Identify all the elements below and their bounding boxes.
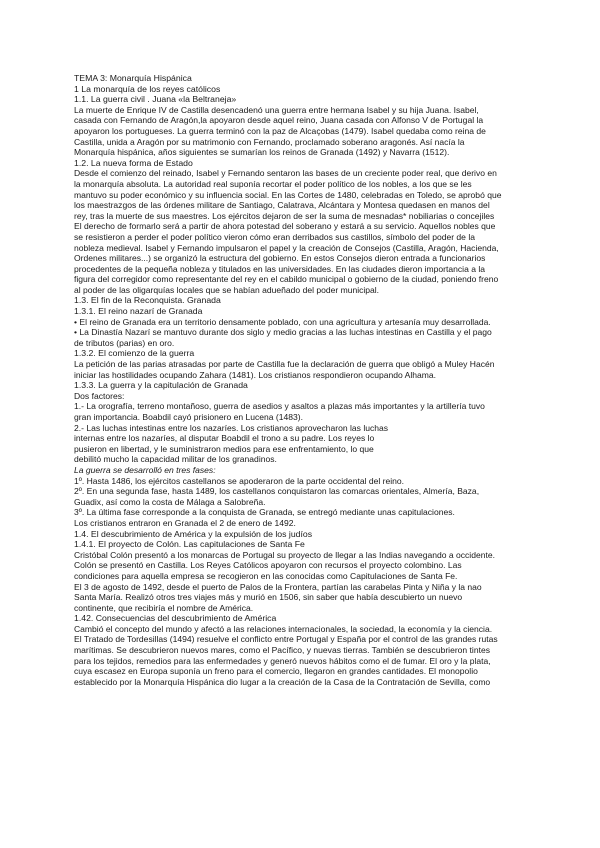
text-line: internas entre los nazaríes, al disputar Boabdil el trono a su padre. Los reyes lo: [74, 433, 375, 444]
text-line: apoyaron los portugueses. La guerra terminó con la paz de Alcaçobas (1479). Isabel quedaba como reina de: [74, 125, 486, 136]
text-line: se resistieron a perder el poder político vieron cómo eran derribados sus castillos, símbolo del poder de la: [74, 231, 475, 242]
text-line: Los cristianos entraron en Granada el 2 de enero de 1492.: [74, 517, 296, 528]
text-line: 1º. Hasta 1486, los ejércitos castellanos se apoderaron de la parte occidental del reino.: [74, 475, 405, 486]
text-line: nobleza medieval. Isabel y Fernando impulsaron el papel y la creación de Consejos (Castilla, Aragón, Hacienda,: [74, 242, 499, 253]
text-line: El derecho de formarlo será a partir de ahora potestad del soberano y estará a su servicio. Aquellos nobles que: [74, 221, 496, 232]
text-line: La petición de las parias atrasadas por parte de Castilla fue la declaración de guerra que obligó a Muley Hacén: [74, 359, 495, 370]
text-line: debilitó mucho la capacidad militar de los granadinos.: [74, 454, 277, 465]
section-heading: 1.3.3. La guerra y la capitulación de Granada: [74, 380, 248, 391]
text-line: al poder de las oligarquías locales que se habían adueñado del poder municipal.: [74, 284, 380, 295]
text-line: El 3 de agosto de 1492, desde el puerto de Palos de la Frontera, partían las carabelas Pinta y Niña y la nao: [74, 581, 482, 592]
section-heading: 1.3.1. El reino nazarí de Granada: [74, 306, 203, 317]
text-line: continente, que recibiría el nombre de América.: [74, 602, 254, 613]
text-line: cuya escasez en Europa suponía un freno para el comercio, llegaron en grandes cantidades. El monopolio: [74, 666, 478, 677]
text-line: la monarquía absoluta. La autoridad real suponía recortar el poder político de los nobles, a los que se les: [74, 178, 472, 189]
text-line: los maestrazgos de las órdenes militare de Santiago, Calatrava, Alcántara y Montesa quedasen en manos del: [74, 200, 490, 211]
text-line: El Tratado de Tordesillas (1494) resuelve el conflicto entre Portugal y España por el control de las grandes rutas: [74, 634, 498, 645]
text-line: establecido por la Monarquía Hispánica dio lugar a la creación de la Casa de la Contratación de Sevilla, como: [74, 676, 491, 687]
text-line: Castilla, unida a Aragón por su matrimonio con Fernando, proclamado soberano aragonés. Así nacía la: [74, 136, 465, 147]
text-line: figura del corregidor como representante del rey en el cabildo municipal o gobierno de la ciudad, poniendo freno: [74, 274, 499, 285]
text-line: rey, tras la muerte de sus maestres. Los ejércitos dejaron de ser la suma de mesnadas* nobiliarias o concejiles: [74, 210, 495, 221]
italic-text-line: La guerra se desarrolló en tres fases:: [74, 464, 216, 475]
text-line: Desde el comienzo del reinado, Isabel y Fernando sentaron las bases de un creciente poder real, que derivo en: [74, 168, 497, 179]
text-line: para los tejidos, remedios para las enfermedades y generó nuevos hábitos como el de fumar. El oro y la plata,: [74, 655, 491, 666]
text-line: Santa María. Realizó otros tres viajes más y murió en 1506, sin saber que había descubierto un nuevo: [74, 592, 463, 603]
document-body: [74, 73, 530, 687]
text-line: Cristóbal Colón presentó a los monarcas de Portugal su proyecto de llegar a las Indias navegando a occidente.: [74, 549, 495, 560]
text-line: de tributos (parias) en oro.: [74, 337, 175, 348]
text-line: mantuvo su poder económico y su influencia social. En las Cortes de 1480, celebradas en Toledo, se aprobó que: [74, 189, 502, 200]
text-line: Monarquía hispánica, años siguientes se sumarían los reinos de Granada (1492) y Navarra (1512).: [74, 147, 450, 158]
text-line: Colón se presentó en Castilla. Los Reyes Católicos apoyaron con recursos el proyecto colombino. Las: [74, 560, 462, 571]
text-line: 2.- Las luchas intestinas entre los nazaríes. Los cristianos aprovecharon las luchas: [74, 422, 389, 433]
section-heading: 1.42. Consecuencias del descubrimiento de América: [74, 613, 277, 624]
text-line: procedentes de la pequeña nobleza y titulados en las universidades. En las ciudades dieron importancia a la: [74, 263, 485, 274]
text-line: gran importancia. Boabdil cayó prisionero en Lucena (1483).: [74, 412, 304, 422]
section-heading: 1.1. La guerra civil . Juana «la Beltraneja»: [74, 94, 237, 105]
text-line: • La Dinastía Nazarí se mantuvo durante dos siglo y medio gracias a las luchas intestinas en Castilla y el pago: [74, 327, 492, 338]
text-line: Guadix, así como la costa de Málaga a Salobreña.: [74, 496, 266, 507]
section-heading: 1.3.2. El comienzo de la guerra: [74, 348, 195, 359]
text-line: La muerte de Enrique IV de Castilla desencadenó una guerra entre hermana Isabel y su hija Juana. Isabel,: [74, 104, 479, 115]
text-line: • El reino de Granada era un territorio densamente poblado, con una agricultura y artesanía muy desarrollada.: [74, 316, 491, 327]
text-line: casada con Fernando de Aragón,la apoyaron desde aquel reino, Juana casada con Alfonso V de Portugal la: [74, 115, 484, 126]
section-heading: 1.4.1. El proyecto de Colón. Las capitulaciones de Santa Fe: [74, 539, 305, 550]
section-heading: 1 La monarquía de los reyes católicos: [74, 83, 221, 94]
text-line: 2º. En una segunda fase, hasta 1489, los castellanos conquistaron las comarcas orientales, Almería, Baza,: [74, 486, 480, 497]
text-line: condiciones para aquella empresa se recogieron en las conocidas como Capitulaciones de Santa Fe.: [74, 570, 458, 581]
text-line: 3º. La última fase corresponde a la conquista de Granada, se entregó mediante unas capitulaciones.: [74, 507, 455, 518]
text-line: iniciar las hostilidades ocupando Zahara (1481). Los cristianos respondieron ocupando Alhama.: [74, 369, 437, 380]
text-line: Cambió el concepto del mundo y afectó a las relaciones internacionales, la sociedad, la economía y la ciencia.: [74, 623, 493, 634]
text-line: marítimas. Se descubrieron nuevos mares, como el Pacífico, y nuevas tierras. También se descubrieron tintes: [74, 645, 490, 656]
text-line: Ordenes militares...) se organizó la estructura del gobierno. En estos Consejos dieron entrada a funcionarios: [74, 253, 486, 264]
section-heading: TEMA 3: Monarquía Hispánica: [74, 73, 192, 83]
section-heading: 1.3. El fin de la Reconquista. Granada: [74, 295, 221, 306]
text-line: pusieron en libertad, y le suministraron medios para ese enfrentamiento, lo que: [74, 443, 374, 454]
section-heading: 1.4. El descubrimiento de América y la expulsión de los judíos: [74, 528, 313, 539]
section-heading: 1.2. La nueva forma de Estado: [74, 157, 193, 168]
text-line: 1.- La orografía, terreno montañoso, guerra de asedios y asaltos a plazas más importantes y la artillería tuvo: [74, 401, 485, 412]
text-line: Dos factores:: [74, 390, 125, 401]
